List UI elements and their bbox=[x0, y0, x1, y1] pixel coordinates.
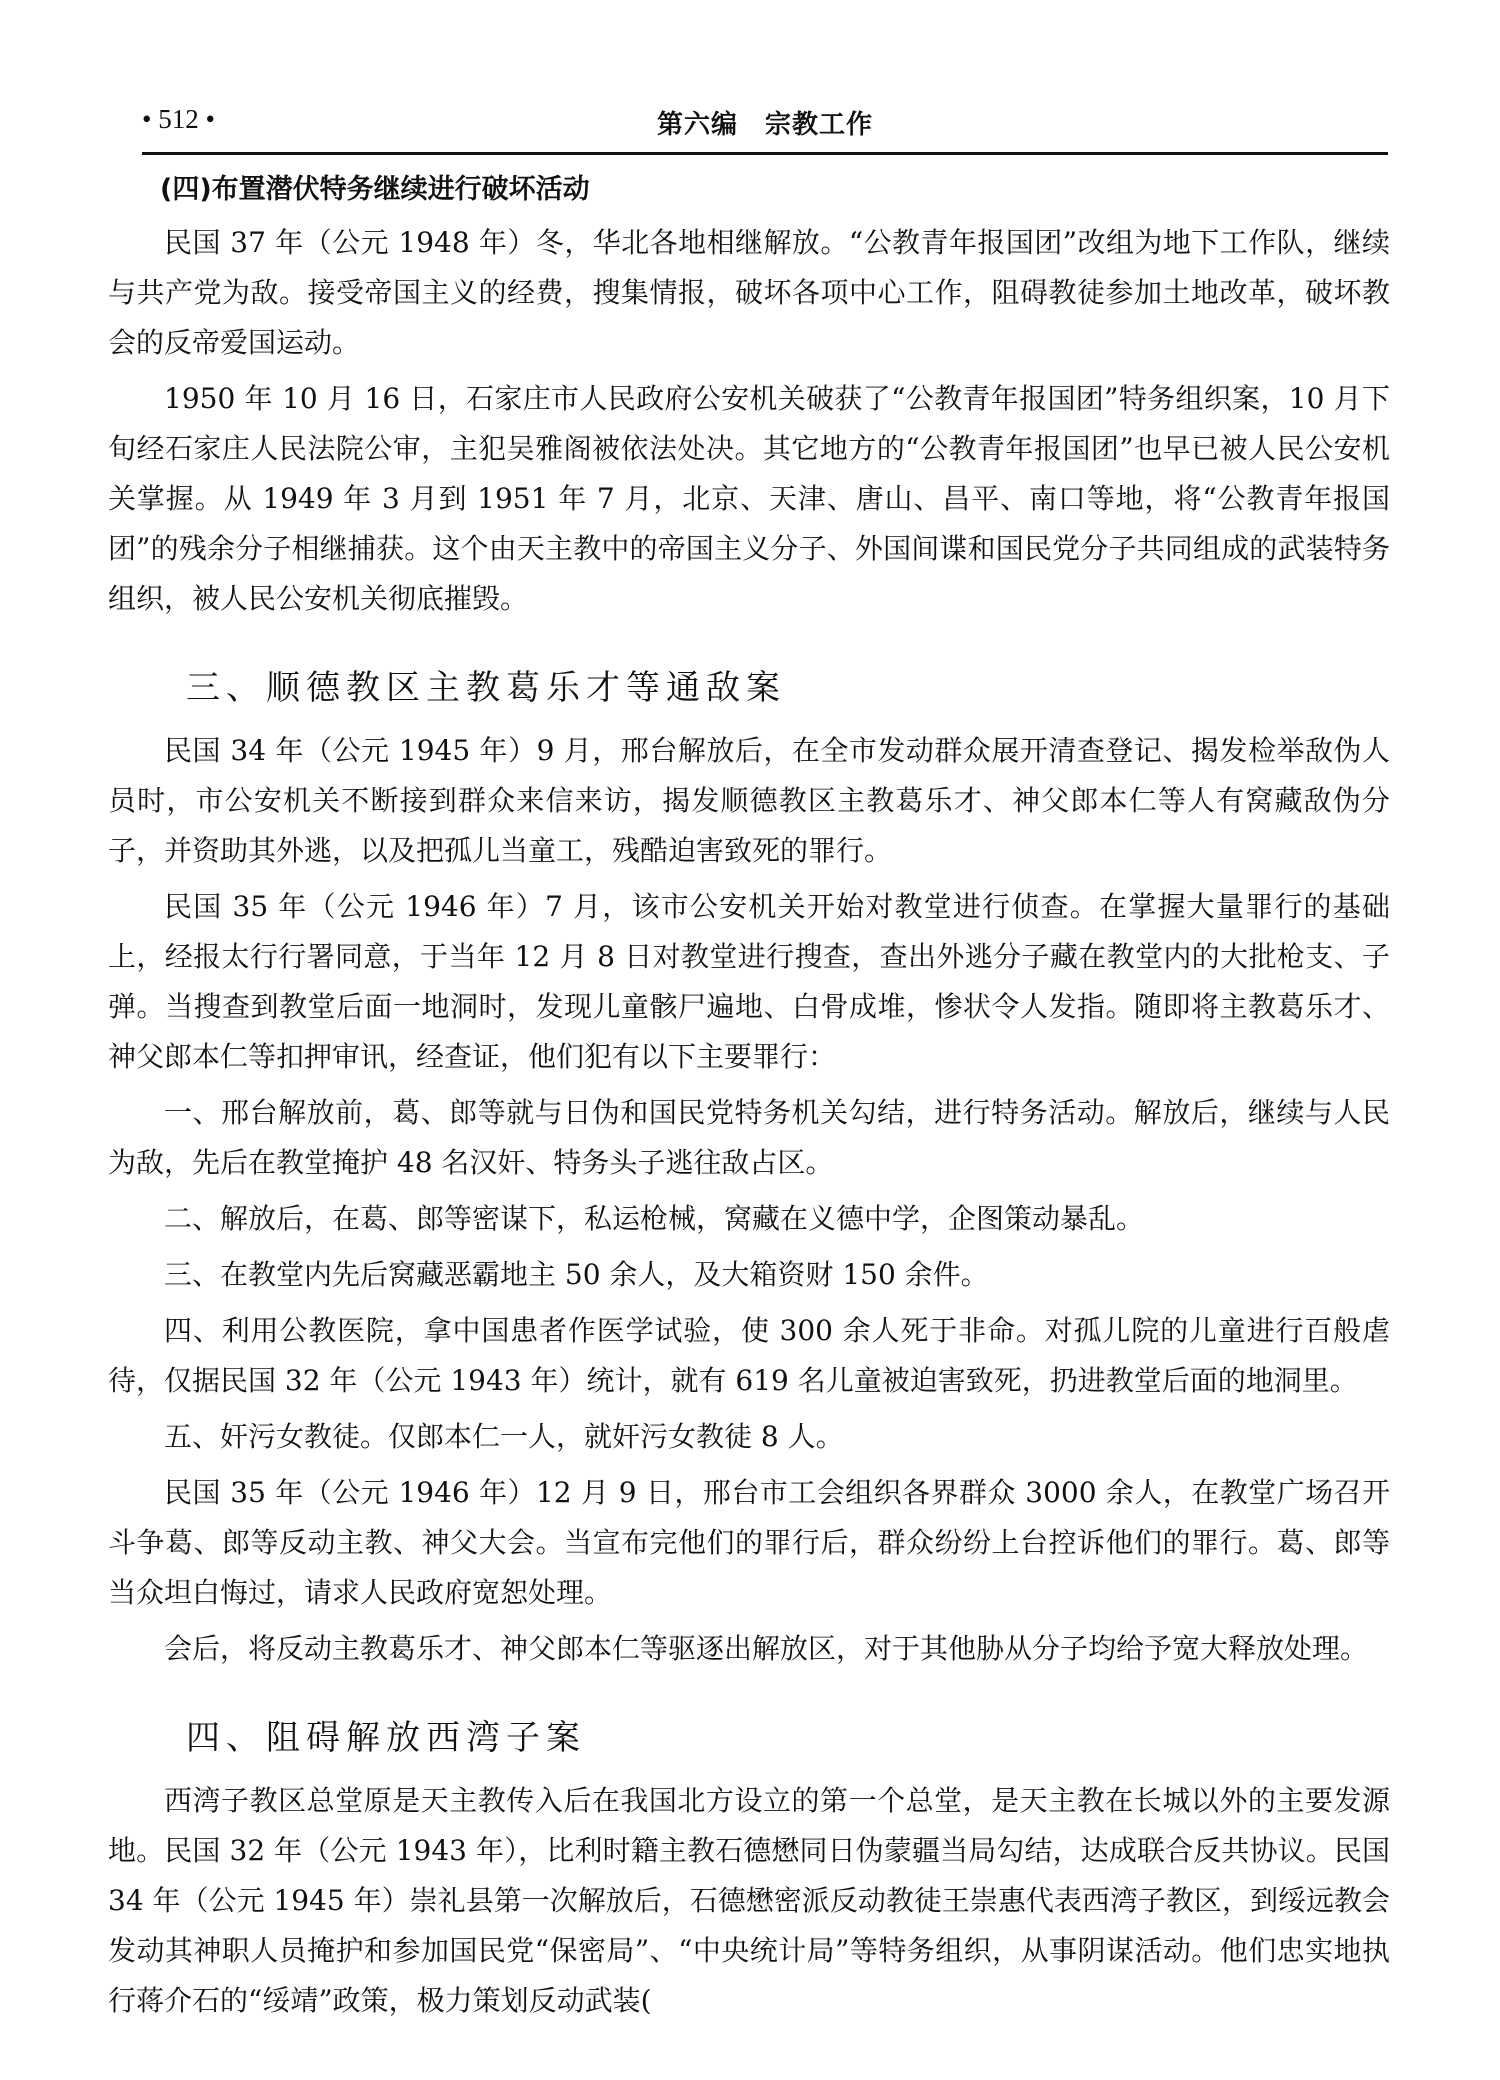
page-number: • 512 • bbox=[142, 104, 215, 134]
section-title-3: 三、顺德教区主教葛乐才等通敌案 bbox=[186, 668, 786, 708]
paragraph: 二、解放后，在葛、郎等密谋下，私运枪械，窝藏在义德中学，企图策动暴乱。 bbox=[164, 1202, 1145, 1235]
running-head: 第六编 宗教工作 bbox=[656, 110, 873, 140]
paragraph: 西湾子教区总堂原是天主教传入后在我国北方设立的第一个总堂，是天主教在长城以外的主要发源地。民国 32 年（公元 1943 年），比利时籍主教石德懋同日伪蒙疆当局勾结，达成联合反共协议。民国 34 年（公元 1945 年）崇礼县第一次解放后，石德懋密派反动教徒王崇惠代表西湾子教区，到绥远教会发动其神职人员掩护和参加国民党“保密局”、“中央统计局”等特务组织，从事阴谋活动。他们忠实地执行蒋介石的“绥靖”政策，极力策划反动武装( bbox=[108, 1784, 1390, 2017]
paragraph: 民国 37 年（公元 1948 年）冬，华北各地相继解放。“公教青年报国团”改组为地下工作队，继续与共产党为敌。接受帝国主义的经费，搜集情报，破坏各项中心工作，阻碍教徒参加土地改革，破坏教会的反帝爱国运动。 bbox=[108, 226, 1390, 359]
page-header bbox=[142, 104, 1388, 144]
paragraph: 四、利用公教医院，拿中国患者作医学试验，使 300 余人死于非命。对孤儿院的儿童进行百般虐待，仅据民国 32 年（公元 1943 年）统计，就有 619 名儿童被迫害致死，扔进教堂后面的地洞里。 bbox=[108, 1314, 1390, 1397]
paragraph: 1950 年 10 月 16 日，石家庄市人民政府公安机关破获了“公教青年报国团”特务组织案，10 月下旬经石家庄人民法院公审，主犯吴雅阁被依法处决。其它地方的“公教青年报国团”也早已被人民公安机关掌握。从 1949 年 3 月到 1951 年 7 月，北京、天津、唐山、昌平、南口等地，将“公教青年报国团”的残余分子相继捕获。这个由天主教中的帝国主义分子、外国间谍和国民党分子共同组成的武装特务组织，被人民公安机关彻底摧毁。 bbox=[108, 382, 1390, 615]
paragraph: 一、邢台解放前，葛、郎等就与日伪和国民党特务机关勾结，进行特务活动。解放后，继续与人民为敌，先后在教堂掩护 48 名汉奸、特务头子逃往敌占区。 bbox=[108, 1096, 1390, 1179]
header-rule bbox=[142, 152, 1388, 155]
section-title-4: 四、阻碍解放西湾子案 bbox=[186, 1718, 586, 1758]
subsection-title-4: (四)布置潜伏特务继续进行破坏活动 bbox=[160, 174, 590, 205]
paragraph: 民国 35 年（公元 1946 年）7 月，该市公安机关开始对教堂进行侦查。在掌握大量罪行的基础上，经报太行行署同意，于当年 12 月 8 日对教堂进行搜查，查出外逃分子藏在教堂内的大批枪支、子弹。当搜查到教堂后面一地洞时，发现儿童骸尸遍地、白骨成堆，惨状令人发指。随即将主教葛乐才、神父郎本仁等扣押审讯，经查证，他们犯有以下主要罪行： bbox=[108, 890, 1390, 1073]
paragraph: 民国 34 年（公元 1945 年）9 月，邢台解放后，在全市发动群众展开清查登记、揭发检举敌伪人员时，市公安机关不断接到群众来信来访，揭发顺德教区主教葛乐才、神父郎本仁等人有窝藏敌伪分子，并资助其外逃，以及把孤儿当童工，残酷迫害致死的罪行。 bbox=[108, 734, 1390, 867]
paragraph: 五、奸污女教徒。仅郎本仁一人，就奸污女教徒 8 人。 bbox=[164, 1420, 844, 1453]
body-text bbox=[108, 160, 1390, 2032]
paragraph: 会后，将反动主教葛乐才、神父郎本仁等驱逐出解放区，对于其他胁从分子均给予宽大释放处理。 bbox=[164, 1632, 1369, 1665]
paragraph: 民国 35 年（公元 1946 年）12 月 9 日，邢台市工会组织各界群众 3000 余人，在教堂广场召开斗争葛、郎等反动主教、神父大会。当宣布完他们的罪行后，群众纷纷上台控诉他们的罪行。葛、郎等当众坦白悔过，请求人民政府宽恕处理。 bbox=[108, 1476, 1390, 1609]
paragraph: 三、在教堂内先后窝藏恶霸地主 50 余人，及大箱资财 150 余件。 bbox=[164, 1258, 989, 1291]
